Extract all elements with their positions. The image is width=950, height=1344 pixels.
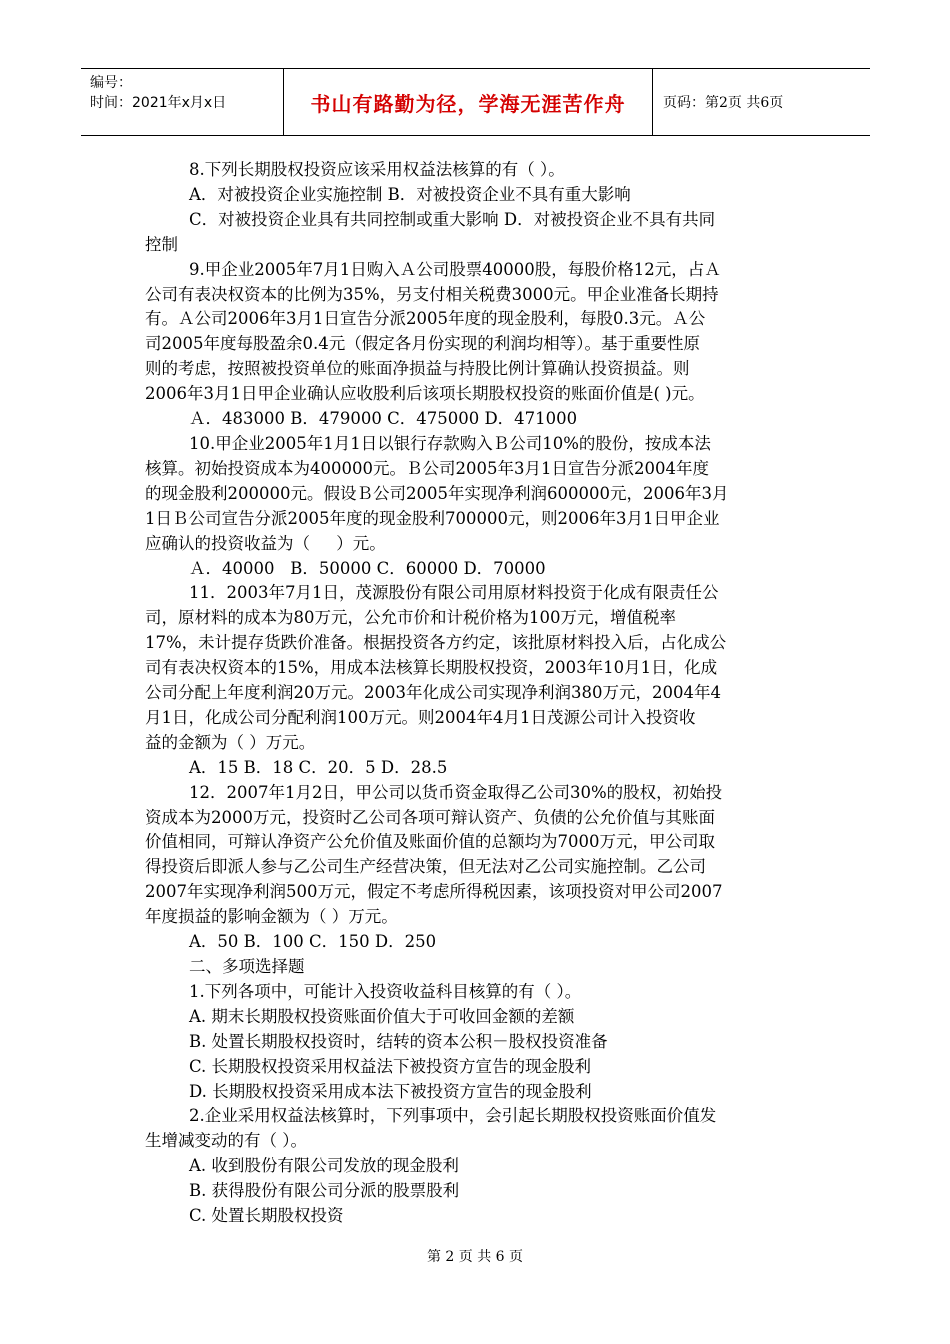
option-line: A. 收到股份有限公司发放的现金股利 bbox=[189, 1156, 459, 1176]
question-line: 则的考虑，按照被投资单位的账面净损益与持股比例计算确认投资损益。则 bbox=[145, 359, 690, 379]
option-line: 控制 bbox=[145, 234, 178, 254]
option-line: B. 获得股份有限公司分派的股票股利 bbox=[189, 1181, 460, 1201]
question-line: 有。Ａ公司2006年3月1日宣告分派2005年度的现金股利，每股0.3元。Ａ公 bbox=[145, 309, 706, 329]
question-line: 得投资后即派人参与乙公司生产经营决策，但无法对乙公司实施控制。乙公司 bbox=[145, 857, 706, 877]
question-line: 17%，未计提存货跌价准备。根据投资各方约定，该批原材料投入后，占化成公 bbox=[145, 633, 727, 653]
question-line: 11．2003年7月1日，茂源股份有限公司用原材料投资于化成有限责任公 bbox=[189, 583, 719, 603]
question-line: 2007年实现净利润500万元，假定不考虑所得税因素，该项投资对甲公司2007 bbox=[145, 882, 723, 902]
time-label: 时间：2021年x月x日 bbox=[90, 95, 227, 111]
question-line: 1.下列各项中，可能计入投资收益科目核算的有（ ）。 bbox=[189, 981, 582, 1001]
question-line: 公司分配上年度利润20万元。2003年化成公司实现净利润380万元，2004年4 bbox=[145, 683, 721, 703]
question-line: 9.甲企业2005年7月1日购入Ａ公司股票40000股，每股价格12元，占Ａ bbox=[189, 259, 721, 279]
question-line: 2.企业采用权益法核算时，下列事项中，会引起长期股权投资账面价值发 bbox=[189, 1106, 717, 1126]
header-motto-cell bbox=[284, 69, 653, 135]
option-line: B. 处置长期股权投资时，结转的资本公积－股权投资准备 bbox=[189, 1031, 608, 1051]
option-line: C．对被投资企业具有共同控制或重大影响 D．对被投资企业不具有共同 bbox=[189, 209, 716, 229]
question-line: 益的金额为（ ）万元。 bbox=[145, 732, 316, 752]
question-line: 应确认的投资收益为（ ）元。 bbox=[145, 533, 386, 553]
question-line: 生增减变动的有（ ）。 bbox=[145, 1131, 307, 1151]
document-body bbox=[145, 158, 807, 1229]
question-line: 价值相同，可辩认净资产公允价值及账面价值的总额均为7000万元，甲公司取 bbox=[145, 832, 715, 852]
number-label: 编号： bbox=[90, 75, 132, 91]
question-line: 公司有表决权资本的比例为35%，另支付相关税费3000元。甲企业准备长期持 bbox=[145, 284, 719, 304]
option-line: A. 期末长期股权投资账面价值大于可收回金额的差额 bbox=[189, 1006, 575, 1026]
page-footer: 第 2 页 共 6 页 bbox=[426, 1249, 524, 1265]
section-heading: 二、多项选择题 bbox=[189, 957, 305, 976]
question-line: 的现金股利200000元。假设Ｂ公司2005年实现净利润600000元，2006年3月 bbox=[145, 483, 729, 503]
option-line: A．对被投资企业实施控制 B．对被投资企业不具有重大影响 bbox=[189, 184, 631, 204]
option-line: C. 处置长期股权投资 bbox=[189, 1206, 344, 1226]
question-line: 8.下列长期股权投资应该采用权益法核算的有（ ）。 bbox=[189, 160, 565, 179]
question-line: 1日Ｂ公司宣告分派2005年度的现金股利700000元，则2006年3月1日甲企业 bbox=[145, 508, 720, 528]
question-line: 12．2007年1月2日，甲公司以货币资金取得乙公司30%的股权，初始投 bbox=[189, 782, 723, 802]
header-meta bbox=[81, 69, 284, 135]
option-line: C. 长期股权投资采用权益法下被投资方宣告的现金股利 bbox=[189, 1056, 592, 1076]
page-header bbox=[81, 68, 870, 136]
question-line: 司，原材料的成本为80万元，公允市价和计税价格为100万元，增值税率 bbox=[145, 608, 676, 628]
option-line: A．15 B．18 C．20．5 D．28.5 bbox=[189, 757, 448, 777]
option-line: D. 长期股权投资采用成本法下被投资方宣告的现金股利 bbox=[189, 1081, 592, 1101]
question-line: 司2005年度每股盈余0.4元（假定各月份实现的利润均相等）。基于重要性原 bbox=[145, 334, 700, 354]
question-line: 10.甲企业2005年1月1日以银行存款购入Ｂ公司10%的股份，按成本法 bbox=[189, 433, 711, 453]
option-line: A．50 B．100 C．150 D．250 bbox=[189, 932, 437, 952]
question-line: 年度损益的影响金额为（ ）万元。 bbox=[145, 907, 398, 927]
option-line: Ａ．483000 B．479000 C．475000 D．471000 bbox=[189, 409, 578, 429]
question-line: 2006年3月1日甲企业确认应收股利后该项长期股权投资的账面价值是( )元。 bbox=[145, 384, 705, 404]
question-line: 核算。初始投资成本为400000元。Ｂ公司2005年3月1日宣告分派2004年度 bbox=[145, 458, 709, 478]
option-line: Ａ．40000 B．50000 C．60000 D．70000 bbox=[189, 558, 546, 578]
motto-text: 书山有路勤为径，学海无涯苦作舟 bbox=[310, 91, 626, 116]
question-line: 资成本为2000万元，投资时乙公司各项可辩认资产、负债的公允价值与其账面 bbox=[145, 807, 715, 827]
question-line: 司有表决权资本的15%，用成本法核算长期股权投资，2003年10月1日，化成 bbox=[145, 658, 718, 678]
header-page-cell bbox=[653, 69, 870, 135]
question-line: 月1日，化成公司分配利润100万元。则2004年4月1日茂源公司计入投资收 bbox=[145, 707, 696, 727]
page-code: 页码：第2页 共6页 bbox=[663, 95, 784, 111]
